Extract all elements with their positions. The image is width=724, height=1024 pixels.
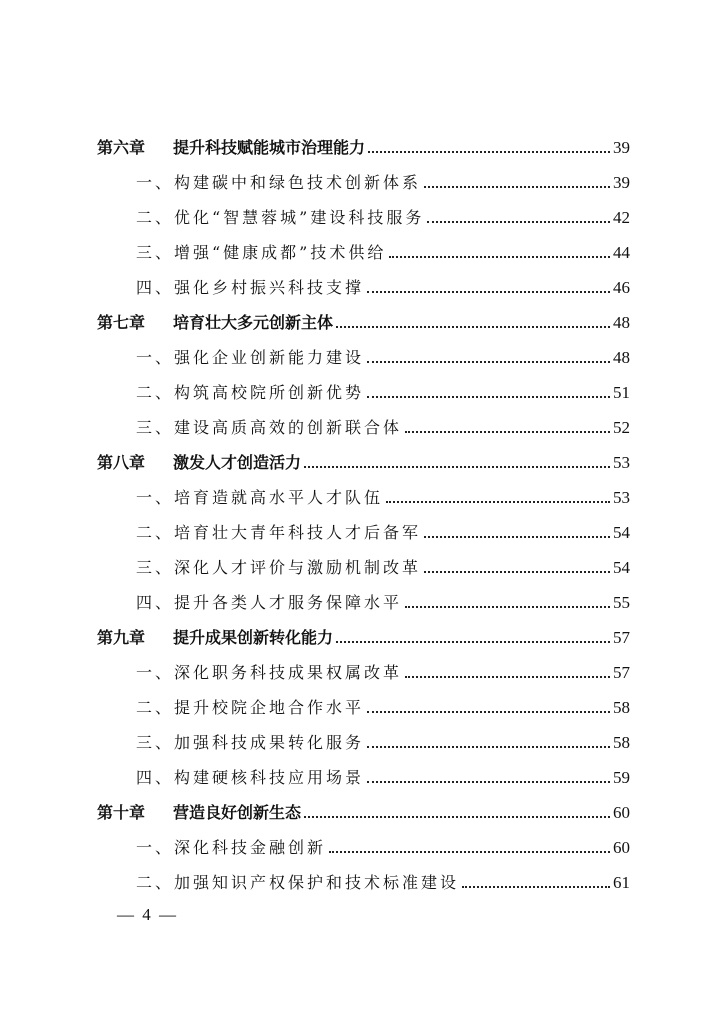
dot-leader: [424, 185, 610, 188]
toc-section[interactable]: [136, 833, 630, 863]
dot-leader: [424, 535, 610, 538]
section-title: 三、建设高质高效的创新联合体: [136, 418, 403, 437]
page-number: 58: [613, 733, 630, 752]
page-number: 53: [613, 488, 630, 507]
toc-chapter[interactable]: [97, 308, 630, 338]
page-number: 42: [613, 208, 630, 227]
section-title: 二、构筑高校院所创新优势: [136, 383, 365, 402]
page-number: 60: [613, 838, 630, 857]
page-footer-number: — 4 —: [117, 905, 178, 924]
section-title: 四、构建硬核科技应用场景: [136, 768, 365, 787]
section-title: 三、深化人才评价与激励机制改革: [136, 558, 422, 577]
toc-section[interactable]: [136, 868, 630, 898]
toc-chapter[interactable]: [97, 798, 630, 828]
chapter-number: 第八章: [97, 453, 146, 472]
toc-section[interactable]: [136, 203, 630, 233]
toc-section[interactable]: [136, 763, 630, 793]
page-number: 57: [613, 663, 630, 682]
page-number: 59: [613, 768, 630, 787]
section-title: 三、加强科技成果转化服务: [136, 733, 365, 752]
page-number: 52: [613, 418, 630, 437]
toc-section[interactable]: [136, 588, 630, 618]
dot-leader: [304, 815, 610, 818]
section-title: 一、深化职务科技成果权属改革: [136, 663, 403, 682]
chapter-title: 提升科技赋能城市治理能力: [173, 138, 366, 157]
section-title: 二、培育壮大青年科技人才后备军: [136, 523, 422, 542]
section-title: 二、优化“智慧蓉城”建设科技服务: [136, 208, 425, 227]
toc-section[interactable]: [136, 728, 630, 758]
toc-section[interactable]: [136, 553, 630, 583]
toc-section[interactable]: [136, 238, 630, 268]
section-title: 二、加强知识产权保护和技术标准建设: [136, 873, 460, 892]
dot-leader: [367, 290, 610, 293]
page-number: 61: [613, 873, 630, 892]
section-title: 一、培育造就高水平人才队伍: [136, 488, 384, 507]
page-number: 57: [613, 628, 630, 647]
page-number: 53: [613, 453, 630, 472]
dot-leader: [405, 605, 610, 608]
dot-leader: [367, 780, 610, 783]
chapter-number: 第十章: [97, 803, 146, 822]
page-number: 58: [613, 698, 630, 717]
dot-leader: [367, 745, 610, 748]
toc-section[interactable]: [136, 413, 630, 443]
page-number: 54: [613, 558, 630, 577]
page-number: 48: [613, 348, 630, 367]
chapter-title: 激发人才创造活力: [173, 453, 302, 472]
dot-leader: [336, 325, 610, 328]
section-title: 一、构建碳中和绿色技术创新体系: [136, 173, 422, 192]
dot-leader: [405, 430, 610, 433]
toc-chapter[interactable]: [97, 448, 630, 478]
toc-section[interactable]: [136, 378, 630, 408]
dot-leader: [462, 885, 610, 888]
page-number: 54: [613, 523, 630, 542]
page-number: 39: [613, 173, 630, 192]
page-number: 44: [613, 243, 630, 262]
section-title: 四、强化乡村振兴科技支撑: [136, 278, 365, 297]
dot-leader: [304, 465, 610, 468]
dot-leader: [367, 360, 610, 363]
dot-leader: [424, 570, 610, 573]
dot-leader: [367, 395, 610, 398]
toc-section[interactable]: [136, 693, 630, 723]
toc-section[interactable]: [136, 273, 630, 303]
toc-section[interactable]: [136, 168, 630, 198]
section-title: 二、提升校院企地合作水平: [136, 698, 365, 717]
chapter-number: 第七章: [97, 313, 146, 332]
chapter-number: 第九章: [97, 628, 146, 647]
page-number: 60: [613, 803, 630, 822]
chapter-title: 培育壮大多元创新主体: [173, 313, 334, 332]
dot-leader: [336, 640, 610, 643]
chapter-title: 营造良好创新生态: [173, 803, 302, 822]
page-number: 51: [613, 383, 630, 402]
section-title: 四、提升各类人才服务保障水平: [136, 593, 403, 612]
dot-leader: [329, 850, 610, 853]
toc-section[interactable]: [136, 518, 630, 548]
page-number: 46: [613, 278, 630, 297]
section-title: 三、增强“健康成都”技术供给: [136, 243, 387, 262]
toc-chapter[interactable]: [97, 133, 630, 163]
page-number: 39: [613, 138, 630, 157]
toc-section[interactable]: [136, 483, 630, 513]
toc-section[interactable]: [136, 658, 630, 688]
section-title: 一、强化企业创新能力建设: [136, 348, 365, 367]
page-number: 55: [613, 593, 630, 612]
page-number: 48: [613, 313, 630, 332]
section-title: 一、深化科技金融创新: [136, 838, 327, 857]
dot-leader: [368, 150, 610, 153]
dot-leader: [405, 675, 610, 678]
toc-section[interactable]: [136, 343, 630, 373]
chapter-title: 提升成果创新转化能力: [173, 628, 334, 647]
dot-leader: [386, 500, 610, 503]
dot-leader: [367, 710, 610, 713]
toc-chapter[interactable]: [97, 623, 630, 653]
chapter-number: 第六章: [97, 138, 146, 157]
dot-leader: [427, 220, 610, 223]
dot-leader: [389, 255, 610, 258]
